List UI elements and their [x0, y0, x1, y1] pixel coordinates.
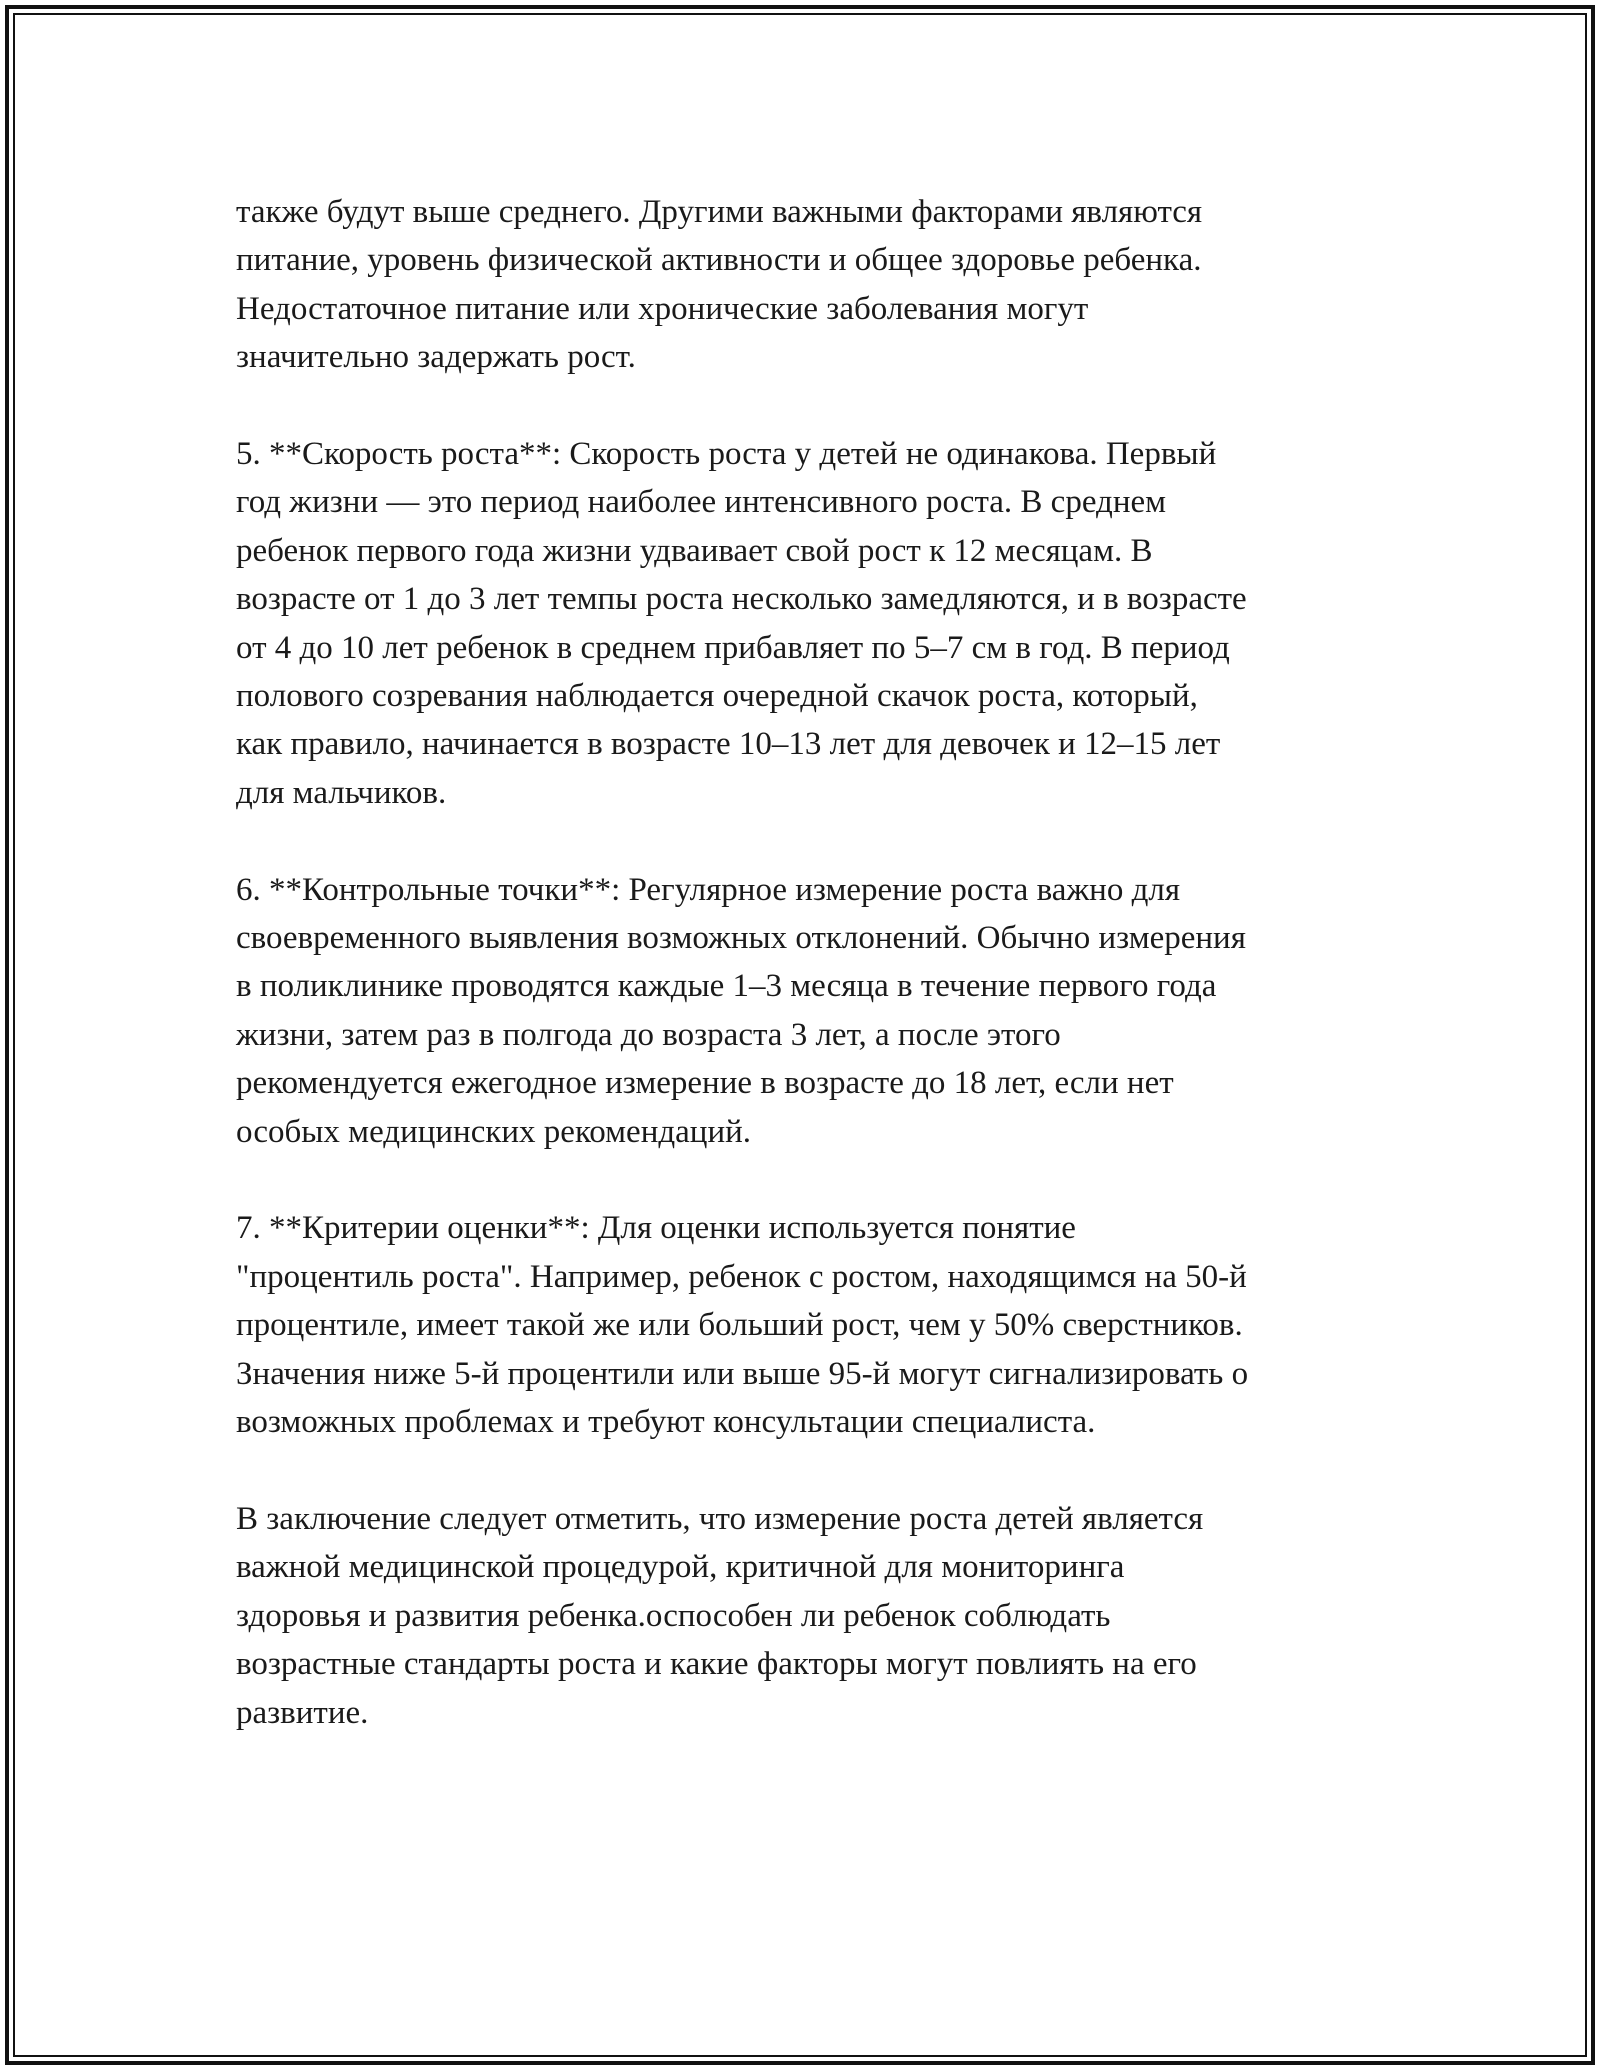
- text-line: от 4 до 10 лет ребенок в среднем прибавляет по 5–7 см в год. В период: [236, 629, 1230, 666]
- text-line: своевременного выявления возможных отклонений. Обычно измерения: [236, 920, 1246, 957]
- paragraph-growth-factors: [236, 188, 1396, 382]
- text-line: жизни, затем раз в полгода до возраста 3 лет, а после этого: [236, 1016, 1061, 1053]
- text-line: возрасте от 1 до 3 лет темпы роста несколько замедляются, и в возрасте: [236, 581, 1247, 618]
- text-line: для мальчиков.: [236, 774, 447, 811]
- text-line: процентиле, имеет такой же или больший рост, чем у 50% сверстников.: [236, 1307, 1243, 1344]
- text-line: рекомендуется ежегодное измерение в возрасте до 18 лет, если нет: [236, 1065, 1174, 1102]
- text-line: 5. **Скорость роста**: Скорость роста у детей не одинакова. Первый: [236, 436, 1217, 473]
- text-line: как правило, начинается в возрасте 10–13 лет для девочек и 12–15 лет: [236, 726, 1221, 763]
- text-line: В заключение следует отметить, что измерение роста детей является: [236, 1500, 1204, 1537]
- text-line: "процентиль роста". Например, ребенок с ростом, находящимся на 50-й: [236, 1258, 1247, 1295]
- text-line: ребенок первого года жизни удваивает свой рост к 12 месяцам. В: [236, 532, 1153, 569]
- paragraph-growth-speed: [236, 430, 1396, 817]
- text-line: значительно задержать рост.: [236, 339, 636, 376]
- text-line: важной медицинской процедурой, критичной для мониторинга: [236, 1549, 1125, 1586]
- text-line: особых медицинских рекомендаций.: [236, 1113, 752, 1150]
- paragraph-conclusion: [236, 1495, 1396, 1737]
- text-line: возрастные стандарты роста и какие факторы могут повлиять на его: [236, 1646, 1197, 1683]
- text-line: питание, уровень физической активности и общее здоровье ребенка.: [236, 242, 1202, 279]
- paragraph-evaluation-criteria: [236, 1204, 1396, 1446]
- text-line: в поликлинике проводятся каждые 1–3 месяца в течение первого года: [236, 968, 1217, 1005]
- text-line: возможных проблемах и требуют консультации специалиста.: [236, 1404, 1096, 1441]
- document-body: [236, 188, 1396, 1785]
- text-line: полового созревания наблюдается очередной скачок роста, который,: [236, 678, 1198, 715]
- text-line: 6. **Контрольные точки**: Регулярное измерение роста важно для: [236, 871, 1181, 908]
- text-line: здоровья и развития ребенка.оспособен ли ребенок соблюдать: [236, 1597, 1111, 1634]
- text-line: 7. **Критерии оценки**: Для оценки используется понятие: [236, 1210, 1076, 1247]
- text-line: год жизни — это период наиболее интенсивного роста. В среднем: [236, 484, 1167, 521]
- text-line: Значения ниже 5-й процентили или выше 95-й могут сигнализировать о: [236, 1355, 1249, 1392]
- paragraph-checkpoints: [236, 866, 1396, 1156]
- text-line: Недостаточное питание или хронические заболевания могут: [236, 290, 1089, 327]
- text-line: развитие.: [236, 1694, 369, 1731]
- text-line: также будут выше среднего. Другими важными факторами являются: [236, 194, 1203, 230]
